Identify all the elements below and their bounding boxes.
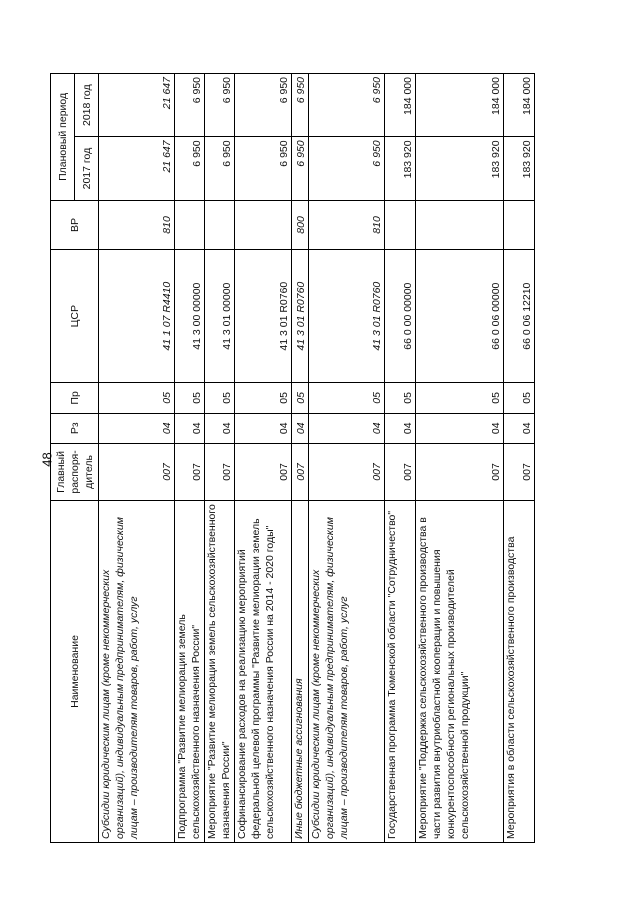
row-2018: 6 950 (234, 74, 292, 137)
table-row (99, 74, 175, 843)
row-name: Подпрограмма "Развитие мелиорации земель сельскохозяйственного назначения России" (175, 500, 205, 842)
row-glav: 007 (234, 443, 292, 500)
header-rz: Рз (51, 413, 99, 443)
row-vr (175, 200, 205, 249)
row-pr: 05 (234, 383, 292, 413)
row-2018: 184 000 (415, 74, 503, 137)
row-vr: 810 (99, 200, 175, 249)
row-csr: 66 0 06 12210 (504, 250, 535, 383)
row-2017: 6 950 (292, 137, 308, 200)
row-2017: 6 950 (175, 137, 205, 200)
row-rz: 04 (175, 413, 205, 443)
row-2018: 184 000 (384, 74, 415, 137)
row-glav: 007 (175, 443, 205, 500)
row-rz: 04 (504, 413, 535, 443)
row-glav: 007 (384, 443, 415, 500)
row-vr: 810 (308, 200, 384, 249)
row-vr (504, 200, 535, 249)
row-2018: 21 647 (99, 74, 175, 137)
row-csr: 41 3 00 00000 (175, 250, 205, 383)
budget-table (50, 73, 535, 843)
row-2017: 6 950 (234, 137, 292, 200)
row-vr: 800 (292, 200, 308, 249)
table-row (504, 74, 535, 843)
table-row (308, 74, 384, 843)
table-row (204, 74, 234, 843)
row-pr: 05 (308, 383, 384, 413)
row-csr: 66 0 00 00000 (384, 250, 415, 383)
row-csr: 41 3 01 R0760 (308, 250, 384, 383)
header-glav: Главный распоря-дитель (51, 443, 99, 500)
row-glav: 007 (292, 443, 308, 500)
row-2017: 6 950 (308, 137, 384, 200)
row-2017: 183 920 (504, 137, 535, 200)
row-rz: 04 (204, 413, 234, 443)
row-2017: 21 647 (99, 137, 175, 200)
table-row (292, 74, 308, 843)
row-glav: 007 (99, 443, 175, 500)
row-name: Субсидии юридическим лицам (кроме некоммерческих организаций), индивидуальным предпринимателям, физическим лицам – производителям товаров, работ, услуг (308, 500, 384, 842)
row-2018: 184 000 (504, 74, 535, 137)
row-pr: 05 (175, 383, 205, 413)
table-row (415, 74, 503, 843)
header-plan: Плановый период (51, 74, 75, 201)
row-csr: 41 3 01 00000 (204, 250, 234, 383)
row-rz: 04 (99, 413, 175, 443)
row-csr: 66 0 06 00000 (415, 250, 503, 383)
header-2017: 2017 год (75, 137, 99, 200)
row-2017: 6 950 (204, 137, 234, 200)
row-vr (204, 200, 234, 249)
row-vr (234, 200, 292, 249)
table-row (175, 74, 205, 843)
row-glav: 007 (204, 443, 234, 500)
header-csr: ЦСР (51, 250, 99, 383)
header-pr: Пр (51, 383, 99, 413)
row-glav: 007 (308, 443, 384, 500)
row-vr (384, 200, 415, 249)
header-name: Наименование (51, 500, 99, 842)
row-2018: 6 950 (292, 74, 308, 137)
row-csr: 41 3 01 R0760 (234, 250, 292, 383)
row-rz: 04 (415, 413, 503, 443)
row-glav: 007 (504, 443, 535, 500)
row-rz: 04 (292, 413, 308, 443)
row-name: Софинансирование расходов на реализацию мероприятий федеральной целевой программы "Развитие мелиорации земель сельскохозяйственного назначения России на 2014 - 2020 годы" (234, 500, 292, 842)
row-2018: 6 950 (308, 74, 384, 137)
row-name: Иные бюджетные ассигнования (292, 500, 308, 842)
row-name: Государственная программа Тюменской области "Сотрудничество" (384, 500, 415, 842)
row-name: Субсидии юридическим лицам (кроме некоммерческих организаций), индивидуальным предпринимателям, физическим лицам – производителям товаров, работ, услуг (99, 500, 175, 842)
row-pr: 05 (204, 383, 234, 413)
row-2017: 183 920 (384, 137, 415, 200)
header-vr: ВР (51, 200, 99, 249)
table-row (234, 74, 292, 843)
row-glav: 007 (415, 443, 503, 500)
row-csr: 41 1 07 R4410 (99, 250, 175, 383)
row-pr: 05 (99, 383, 175, 413)
rotated-table-container (50, 73, 535, 843)
row-2018: 6 950 (204, 74, 234, 137)
row-name: Мероприятие "Развитие мелиорации земель сельскохозяйственного назначения России" (204, 500, 234, 842)
row-rz: 04 (234, 413, 292, 443)
row-pr: 05 (292, 383, 308, 413)
page-number: 48 (39, 452, 55, 467)
row-2017: 183 920 (415, 137, 503, 200)
row-2018: 6 950 (175, 74, 205, 137)
row-pr: 05 (415, 383, 503, 413)
row-rz: 04 (308, 413, 384, 443)
row-pr: 05 (384, 383, 415, 413)
row-pr: 05 (504, 383, 535, 413)
table-row (384, 74, 415, 843)
row-name: Мероприятие "Поддержка сельскохозяйственного производства в части развития внутриобластной кооперации и повышения конкурентоспособности региональных производителей сельскохозяйственной продукции" (415, 500, 503, 842)
row-name: Мероприятия в области сельскохозяйственного производства (504, 500, 535, 842)
header-2018: 2018 год (75, 74, 99, 137)
row-rz: 04 (384, 413, 415, 443)
row-vr (415, 200, 503, 249)
table-body (99, 74, 535, 843)
row-csr: 41 3 01 R0760 (292, 250, 308, 383)
